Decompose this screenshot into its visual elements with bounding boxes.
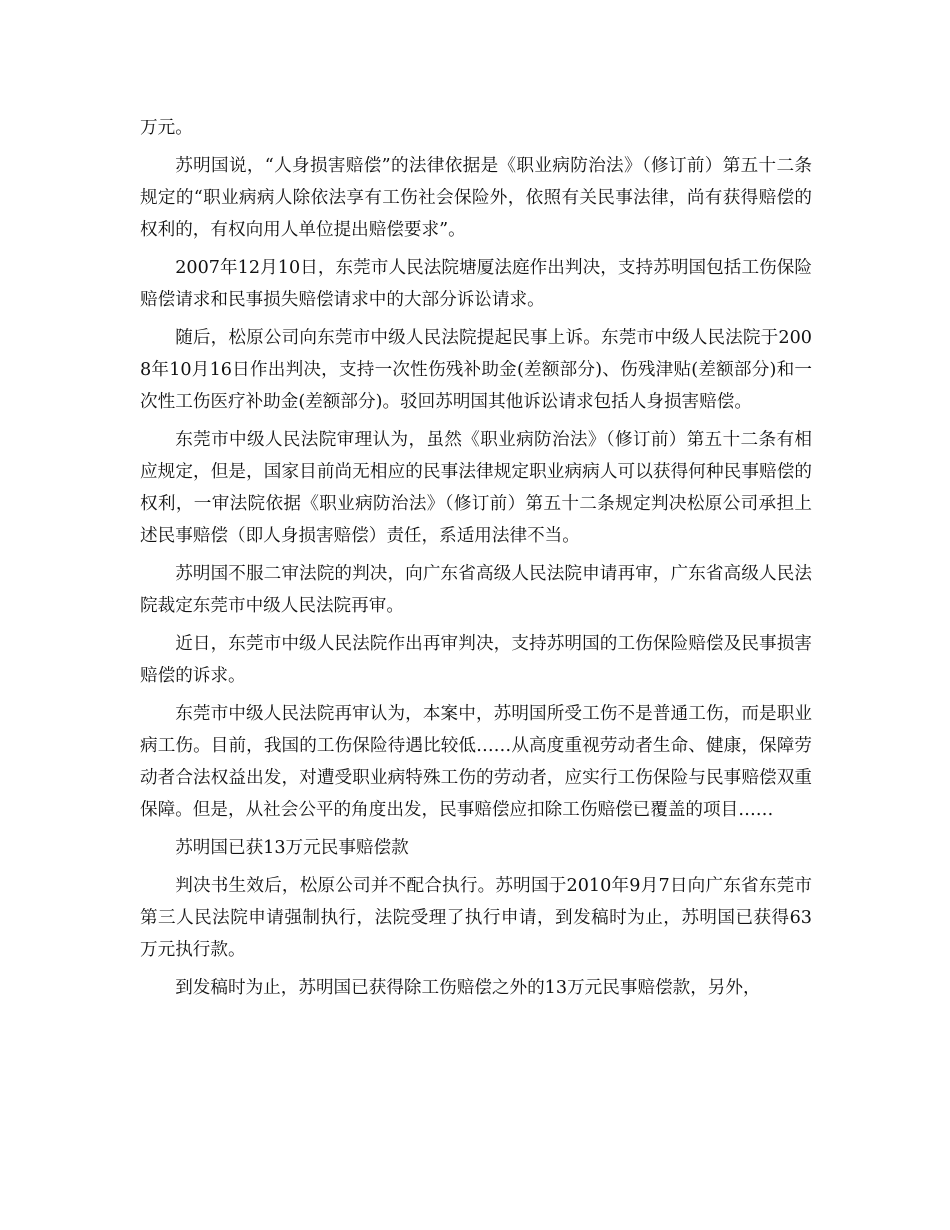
paragraph: 随后，松原公司向东莞市中级人民法院提起民事上诉。东莞市中级人民法院于2008年10月16日作出判决，支持一次性伤残补助金(差额部分)、伤残津贴(差额部分)和一次性工伤医疗补助金(差额部分)。驳回苏明国其他诉讼请求包括人身损害赔偿。 — [140, 328, 812, 412]
document-body — [140, 112, 812, 1010]
paragraph: 苏明国不服二审法院的判决，向广东省高级人民法院申请再审，广东省高级人民法院裁定东莞市中级人民法院再审。 — [140, 564, 812, 616]
paragraph: 东莞市中级人民法院审理认为，虽然《职业病防治法》（修订前）第五十二条有相应规定，但是，国家目前尚无相应的民事法律规定职业病病人可以获得何种民事赔偿的权利，一审法院依据《职业病防治法》（修订前）第五十二条规定判决松原公司承担上述民事赔偿（即人身损害赔偿）责任，系适用法律不当。 — [140, 430, 812, 546]
paragraph-continuation: 万元。 — [140, 118, 193, 138]
paragraph: 判决书生效后，松原公司并不配合执行。苏明国于2010年9月7日向广东省东莞市第三人民法院申请强制执行，法院受理了执行申请，到发稿时为止，苏明国已获得63万元执行款。 — [140, 876, 812, 960]
section-subheading: 苏明国已获13万元民事赔偿款 — [175, 838, 409, 858]
paragraph: 东莞市中级人民法院再审认为，本案中，苏明国所受工伤不是普通工伤，而是职业病工伤。目前，我国的工伤保险待遇比较低……从高度重视劳动者生命、健康，保障劳动者合法权益出发，对遭受职业病特殊工伤的劳动者，应实行工伤保险与民事赔偿双重保障。但是，从社会公平的角度出发，民事赔偿应扣除工伤赔偿已覆盖的项目…… — [140, 704, 812, 820]
paragraph: 到发稿时为止，苏明国已获得除工伤赔偿之外的13万元民事赔偿款，另外， — [175, 978, 761, 998]
paragraph: 近日，东莞市中级人民法院作出再审判决，支持苏明国的工伤保险赔偿及民事损害赔偿的诉求。 — [140, 634, 812, 686]
paragraph: 苏明国说，“人身损害赔偿”的法律依据是《职业病防治法》（修订前）第五十二条规定的“职业病病人除依法享有工伤社会保险外，依照有关民事法律，尚有获得赔偿的权利的，有权向用人单位提出赔偿要求”。 — [140, 156, 812, 240]
paragraph: 2007年12月10日，东莞市人民法院塘厦法庭作出判决，支持苏明国包括工伤保险赔偿请求和民事损失赔偿请求中的大部分诉讼请求。 — [140, 258, 812, 310]
